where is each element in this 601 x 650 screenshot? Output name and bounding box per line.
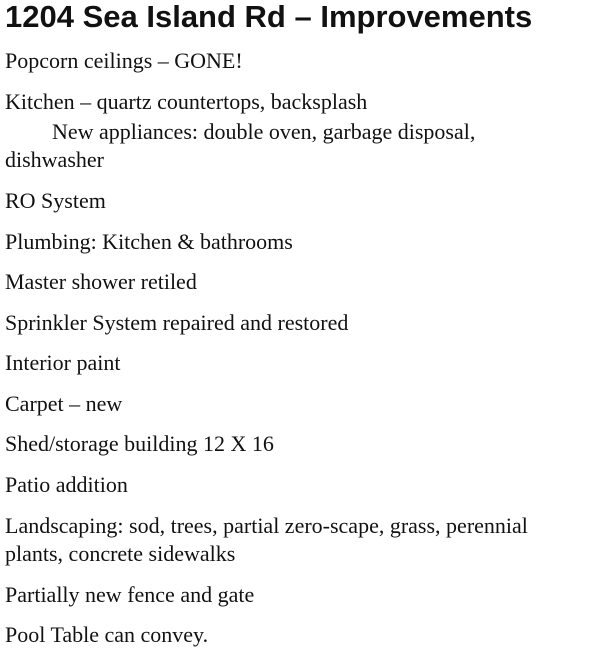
item-patio: Patio addition bbox=[5, 472, 128, 497]
item-plumbing: Plumbing: Kitchen & bathrooms bbox=[5, 229, 293, 254]
item-sprinkler-system: Sprinkler System repaired and restored bbox=[5, 310, 349, 335]
item-interior-paint: Interior paint bbox=[5, 350, 121, 375]
item-pool-table: Pool Table can convey. bbox=[5, 622, 209, 647]
item-new-appliances-continued: dishwasher bbox=[5, 147, 104, 172]
item-landscaping: Landscaping: sod, trees, partial zero-scape, grass, perennial bbox=[5, 513, 528, 538]
item-kitchen: Kitchen – quartz countertops, backsplash bbox=[5, 89, 368, 114]
item-landscaping-continued: plants, concrete sidewalks bbox=[5, 541, 236, 566]
item-master-shower: Master shower retiled bbox=[5, 269, 197, 294]
item-new-appliances: New appliances: double oven, garbage disposal, bbox=[52, 119, 476, 144]
item-shed-storage: Shed/storage building 12 X 16 bbox=[5, 431, 274, 456]
item-fence-gate: Partially new fence and gate bbox=[5, 582, 255, 607]
item-ro-system: RO System bbox=[5, 188, 106, 213]
item-popcorn-ceilings: Popcorn ceilings – GONE! bbox=[5, 48, 243, 73]
item-carpet: Carpet – new bbox=[5, 391, 123, 416]
page-title: 1204 Sea Island Rd – Improvements bbox=[5, 0, 533, 34]
